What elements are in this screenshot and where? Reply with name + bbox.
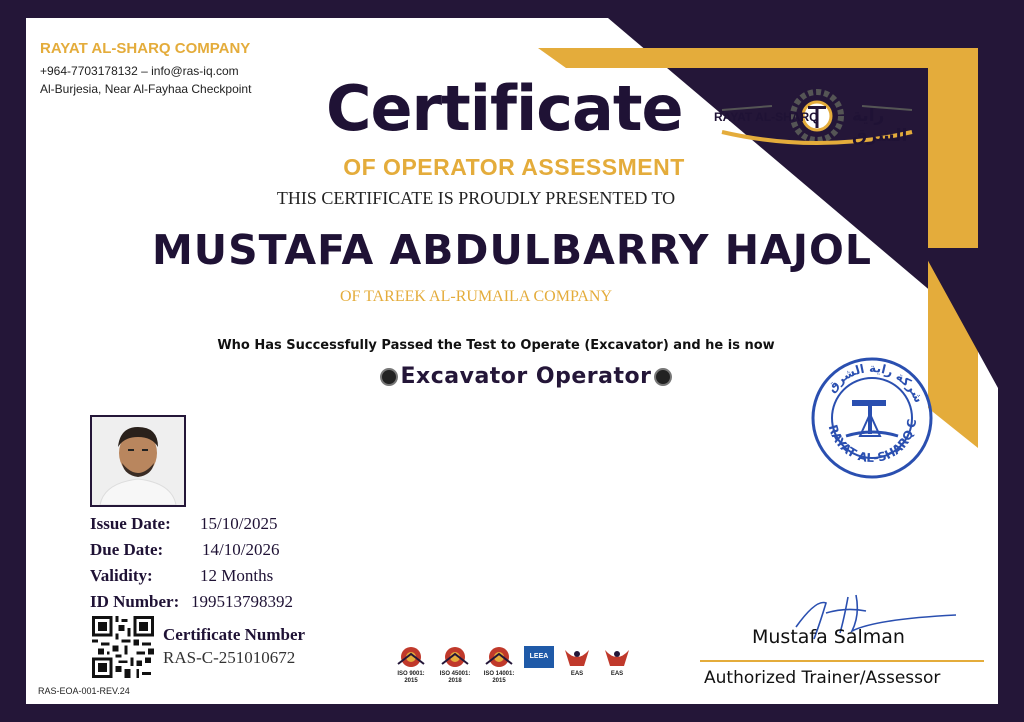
accreditation-name: ISO 9001: [397, 671, 425, 677]
certificate-number-label: Certificate Number [163, 625, 306, 644]
eas-logo [560, 646, 594, 678]
detail-label: ID Number: [90, 592, 180, 611]
assessment-statement: Who Has Successfully Passed the Test to Operate (Excavator) and he is now [217, 338, 775, 353]
logo-arabic-text: راية الشرق [852, 106, 908, 146]
stamp-text: RAYAT AL-SHARQ C [825, 418, 920, 466]
role-title: Excavator Operator [400, 364, 652, 389]
accreditation-name: LEEA [524, 646, 554, 668]
detail-label: Validity: [90, 566, 153, 585]
certificate-body [26, 18, 998, 704]
logo-latin-text: RAYAT AL-SHARQ [714, 110, 819, 124]
iso-45001-logo [438, 646, 472, 685]
stamp-arabic-text: شركة راية الشرق [824, 360, 927, 405]
iso-14001-logo [482, 646, 516, 685]
leea-logo [524, 646, 558, 668]
accreditation-name: EAS [570, 671, 584, 677]
detail-value: 15/10/2025 [200, 514, 278, 533]
holder-photo [90, 415, 186, 507]
detail-due-date [90, 540, 279, 560]
signature-line [700, 660, 984, 662]
role-line [326, 364, 726, 389]
company-stamp [810, 356, 934, 480]
bullet-icon [380, 368, 398, 386]
presented-line: THIS CERTIFICATE IS PROUDLY PRESENTED TO [276, 188, 676, 208]
recipient-company: OF TAREEK AL-RUMAILA COMPANY [339, 288, 613, 305]
company-address: Al-Burjesia, Near Al-Fayhaa Checkpoint [40, 82, 252, 96]
recipient-name: MUSTAFA ABDULBARRY HAJOL [152, 226, 872, 274]
company-contact: +964-7703178132 – info@ras-iq.com [40, 64, 239, 78]
accreditation-year: 2015 [492, 678, 506, 684]
certificate-subtitle: OF OPERATOR ASSESSMENT [343, 154, 685, 180]
detail-value: 199513798392 [191, 592, 293, 611]
detail-label: Due Date: [90, 540, 164, 559]
iso-9001-logo [394, 646, 428, 685]
company-logo [712, 84, 922, 154]
certificate-title: Certificate [326, 72, 683, 145]
accreditation-year: 2015 [404, 678, 418, 684]
detail-label: Issue Date: [90, 514, 171, 533]
accreditation-year: 2018 [448, 678, 462, 684]
qr-code[interactable] [92, 616, 154, 678]
detail-value: 12 Months [200, 566, 274, 585]
certificate-number: RAS-C-251010672 [163, 648, 296, 667]
accreditation-name: ISO 45001: [439, 671, 471, 677]
detail-value: 14/10/2026 [202, 540, 280, 559]
company-name: RAYAT AL-SHARQ COMPANY [40, 40, 251, 57]
eas-logo [600, 646, 634, 678]
signatory-role: Authorized Trainer/Assessor [704, 668, 941, 688]
detail-id-number [90, 592, 293, 612]
bullet-icon [654, 368, 672, 386]
detail-validity [90, 566, 273, 586]
detail-issue-date [90, 514, 277, 534]
accreditation-name: EAS [610, 671, 624, 677]
accreditation-name: ISO 14001: [483, 671, 515, 677]
revision-code: RAS-EOA-001-REV.24 [38, 686, 130, 696]
signatory-name: Mustafa Salman [752, 626, 905, 648]
